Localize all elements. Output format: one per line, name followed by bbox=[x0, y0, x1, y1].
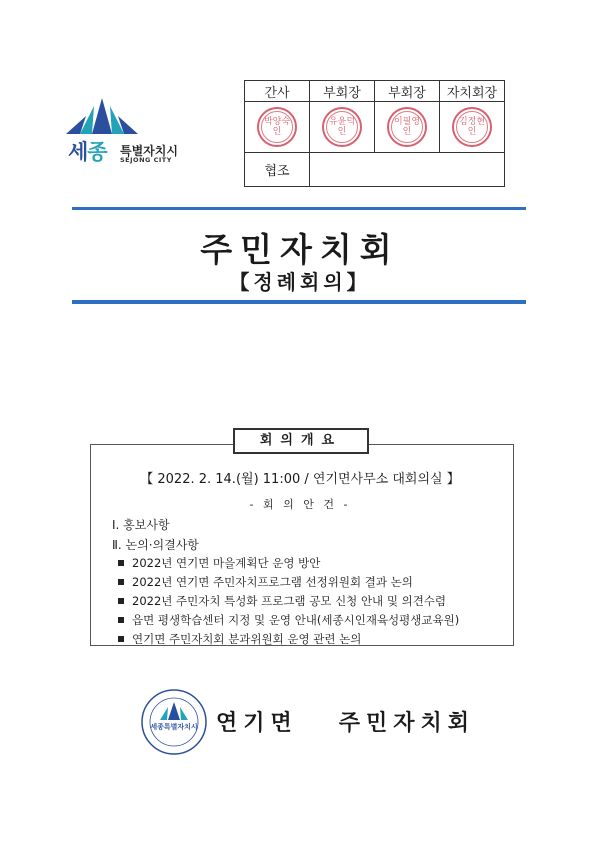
footer-seal bbox=[140, 688, 208, 756]
approval-cell bbox=[310, 102, 375, 153]
sejong-emblem-icon bbox=[62, 96, 142, 138]
overview-tag: 회의개요 bbox=[233, 428, 369, 454]
section-heading: Ⅰ. 홍보사항 bbox=[112, 518, 170, 532]
section-heading: Ⅱ. 논의·의결사항 bbox=[112, 538, 199, 552]
agenda-item: 읍면 평생학습센터 지정 및 운영 안내(세종시인재육성평생교육원) bbox=[118, 612, 459, 628]
approval-header: 부회장 bbox=[375, 81, 440, 102]
square-bullet-icon bbox=[118, 598, 124, 604]
agenda-item: 2022년 연기면 마을계획단 운영 방안 bbox=[118, 555, 320, 571]
square-bullet-icon bbox=[118, 636, 124, 642]
page-title: 주민자치회 bbox=[200, 230, 400, 269]
meeting-date-line: 【 2022. 2. 14.(월) 11:00 / 연기면사무소 대회의실 】 bbox=[140, 472, 460, 487]
page-subtitle: 【정례회의】 bbox=[229, 270, 371, 294]
approval-table bbox=[244, 80, 505, 187]
square-bullet-icon bbox=[118, 617, 124, 623]
seal-stamp-icon: 박양숙인 bbox=[257, 107, 297, 147]
coop-field bbox=[310, 153, 505, 187]
logo-brand: 세종 bbox=[68, 140, 107, 164]
approval-header: 자치회장 bbox=[440, 81, 505, 102]
sejong-logo bbox=[62, 96, 202, 176]
agenda-item: 2022년 주민자치 특성화 프로그램 공모 신청 안내 및 의견수렴 bbox=[118, 593, 446, 609]
approval-header: 간사 bbox=[245, 81, 310, 102]
agenda-item: 연기면 주민자치회 분과위원회 운영 관련 논의 bbox=[118, 631, 361, 647]
seal-stamp-icon: 이필영인 bbox=[387, 107, 427, 147]
coop-label: 협조 bbox=[245, 153, 310, 187]
approval-header: 부회장 bbox=[310, 81, 375, 102]
approval-cell bbox=[245, 102, 310, 153]
logo-english: SEJONG CITY bbox=[120, 156, 172, 164]
title-top-rule bbox=[72, 207, 526, 210]
approval-cell bbox=[440, 102, 505, 153]
organization-name: 연기면 주민자치회 bbox=[216, 711, 475, 736]
agenda-item: 2022년 연기면 주민자치프로그램 선정위원회 결과 논의 bbox=[118, 574, 413, 590]
logo-name: 특별자치시 bbox=[120, 144, 178, 158]
agenda-label: - 회 의 안 건 - bbox=[249, 498, 351, 511]
seal-label: 세종특별자치시 bbox=[150, 723, 198, 731]
seal-stamp-icon: 유윤덕인 bbox=[322, 107, 362, 147]
square-bullet-icon bbox=[118, 560, 124, 566]
square-bullet-icon bbox=[118, 579, 124, 585]
approval-cell bbox=[375, 102, 440, 153]
seal-stamp-icon: 김정현인 bbox=[452, 107, 492, 147]
title-bottom-rule bbox=[72, 300, 526, 304]
